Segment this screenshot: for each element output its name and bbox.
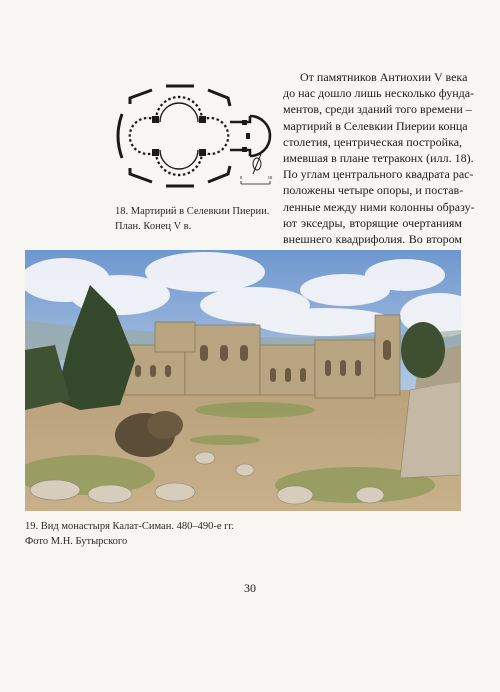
- floor-plan-drawing: [100, 76, 285, 194]
- body-text: [283, 69, 475, 247]
- caption-line: 19. Вид монастыря Калат-Симан. 480–490-е гг.: [25, 521, 235, 532]
- text-line: ют экседры, вторящие очертаниям: [283, 215, 462, 230]
- caption-line: 18. Мартирий в Селевкии Пиерии.: [115, 206, 270, 217]
- page-number: 30: [244, 581, 256, 595]
- text-line: От памятников Антиохии V века: [300, 70, 468, 84]
- text-line: имевшая в плане тетраконх (илл. 18).: [283, 151, 474, 166]
- figure-18-caption: [115, 204, 269, 234]
- text-line: столетия, центрическая постройка,: [283, 134, 463, 149]
- text-line: до нас дошло лишь несколько фунда-: [283, 86, 475, 101]
- caption-line: План. Конец V в.: [115, 221, 192, 232]
- text-line: внешнего квадрифолия. Во втором: [283, 232, 462, 247]
- scale-label-end: 10: [267, 175, 273, 180]
- text-line: положены четыре опоры, и постав-: [283, 183, 464, 198]
- text-line: мартирий в Селевкии Пиерии конца: [283, 118, 468, 133]
- text-line: ментов, среди зданий того времени –: [283, 102, 472, 117]
- figure-19-caption: [25, 519, 234, 549]
- text-line: По углам центрального квадрата рас-: [283, 167, 474, 182]
- scale-label-start: 0: [239, 175, 243, 180]
- caption-line: Фото М.Н. Бутырского: [25, 536, 128, 547]
- text-line: ленные между ними колонны образу-: [283, 199, 475, 214]
- monastery-photo: [25, 250, 461, 511]
